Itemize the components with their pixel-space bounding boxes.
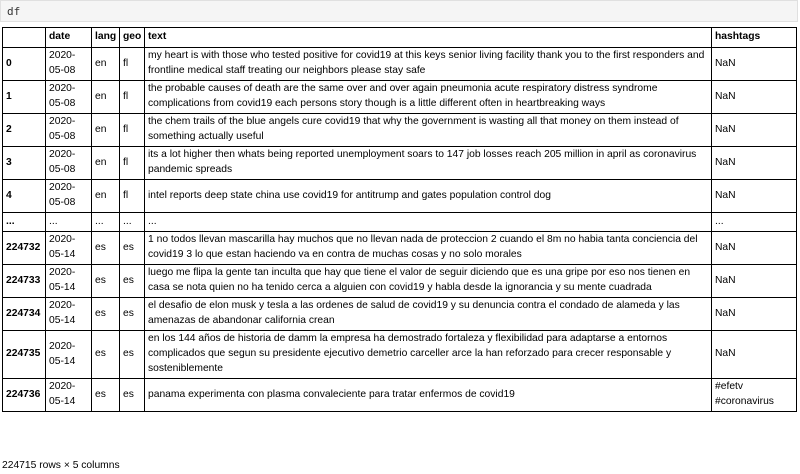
cell-hashtags	[712, 48, 797, 81]
row-index: 224734	[3, 298, 46, 331]
hashtag-value: NaN	[715, 241, 736, 253]
cell-text: the chem trails of the blue angels cure covid19 that why the government is wasting all that money on them instead of something actually useful	[145, 114, 712, 147]
column-header-date: date	[46, 28, 92, 48]
cell-date: 2020-05-08	[46, 147, 92, 180]
row-index: 224736	[3, 379, 46, 412]
header-row	[3, 28, 797, 48]
hashtag-value: NaN	[715, 348, 736, 360]
table-row	[3, 114, 797, 147]
cell-geo: fl	[120, 81, 145, 114]
table-row	[3, 379, 797, 412]
cell-date: 2020-05-08	[46, 48, 92, 81]
cell-hashtags	[712, 331, 797, 379]
hashtag-value: #coronavirus	[715, 396, 774, 407]
cell-geo: fl	[120, 147, 145, 180]
hashtag-value: NaN	[715, 123, 736, 135]
cell-date: ...	[46, 213, 92, 232]
cell-lang: es	[92, 331, 120, 379]
dataframe-table	[2, 27, 797, 412]
cell-hashtags	[712, 180, 797, 213]
hashtag-value: NaN	[715, 274, 736, 286]
row-index: 0	[3, 48, 46, 81]
hashtag-value: ...	[715, 215, 724, 227]
cell-text: luego me flipa la gente tan inculta que hay que tiene el valor de seguir diciendo que es una gripe por eso nos tienen en casa se nota quien no ha tenido cerca a alguien con covid19 y habla desde la ignorancia y su mente cuadrada	[145, 265, 712, 298]
hashtag-value: NaN	[715, 90, 736, 102]
cell-lang: es	[92, 298, 120, 331]
cell-date: 2020-05-08	[46, 180, 92, 213]
row-count-summary: 224715 rows × 5 columns	[2, 460, 120, 471]
cell-geo: fl	[120, 180, 145, 213]
cell-geo: fl	[120, 48, 145, 81]
cell-text: the probable causes of death are the same over and over again pneumonia acute respiratory distress syndrome complications from covid19 each persons story though is a little different often in heartbreaking ways	[145, 81, 712, 114]
column-header-text: text	[145, 28, 712, 48]
cell-lang: en	[92, 180, 120, 213]
cell-lang: en	[92, 81, 120, 114]
row-index: ...	[3, 213, 46, 232]
cell-hashtags	[712, 81, 797, 114]
cell-hashtags	[712, 232, 797, 265]
cell-lang: es	[92, 232, 120, 265]
cell-text: el desafio de elon musk y tesla a las ordenes de salud de covid19 y su denuncia contra el condado de alameda y las amenazas de abandonar california crean	[145, 298, 712, 331]
code-text: df	[7, 5, 21, 18]
cell-geo: es	[120, 298, 145, 331]
cell-hashtags	[712, 298, 797, 331]
cell-lang: en	[92, 114, 120, 147]
row-index: 224732	[3, 232, 46, 265]
table-row	[3, 213, 797, 232]
row-index: 1	[3, 81, 46, 114]
cell-lang: en	[92, 48, 120, 81]
table-row	[3, 81, 797, 114]
table-row	[3, 331, 797, 379]
cell-hashtags	[712, 147, 797, 180]
cell-text: its a lot higher then whats being reported unemployment soars to 147 job losses reach 205 million in april as coronavirus pandemic spreads	[145, 147, 712, 180]
table-row	[3, 265, 797, 298]
cell-date: 2020-05-14	[46, 232, 92, 265]
row-index: 224733	[3, 265, 46, 298]
table-row	[3, 298, 797, 331]
hashtag-value: NaN	[715, 189, 736, 201]
hashtag-value: NaN	[715, 57, 736, 69]
cell-text: ...	[145, 213, 712, 232]
column-header-geo: geo	[120, 28, 145, 48]
cell-date: 2020-05-08	[46, 114, 92, 147]
cell-lang: es	[92, 379, 120, 412]
hashtag-value: NaN	[715, 307, 736, 319]
column-header-hashtags: hashtags	[712, 28, 797, 48]
cell-date: 2020-05-08	[46, 81, 92, 114]
row-index: 3	[3, 147, 46, 180]
hashtag-value: NaN	[715, 156, 736, 168]
cell-geo: fl	[120, 114, 145, 147]
code-input-cell[interactable]	[0, 0, 798, 22]
cell-geo: es	[120, 232, 145, 265]
column-header-lang: lang	[92, 28, 120, 48]
cell-text: 1 no todos llevan mascarilla hay muchos que no llevan nada de proteccion 2 cuando el 8m no habia tanta conciencia del covid19 3 lo que estan haciendo va en contra de muchas cosas y no solo morales	[145, 232, 712, 265]
cell-date: 2020-05-14	[46, 265, 92, 298]
cell-hashtags	[712, 379, 797, 412]
hashtag-value: #efetv	[715, 381, 744, 393]
cell-text: panama experimenta con plasma convaleciente para tratar enfermos de covid19	[145, 379, 712, 412]
cell-date: 2020-05-14	[46, 298, 92, 331]
cell-lang: es	[92, 265, 120, 298]
cell-geo: es	[120, 379, 145, 412]
cell-date: 2020-05-14	[46, 331, 92, 379]
cell-geo: es	[120, 331, 145, 379]
cell-lang: en	[92, 147, 120, 180]
row-index: 2	[3, 114, 46, 147]
table-row	[3, 147, 797, 180]
table-row	[3, 232, 797, 265]
cell-text: intel reports deep state china use covid19 for antitrump and gates population control dog	[145, 180, 712, 213]
table-row	[3, 180, 797, 213]
cell-geo: es	[120, 265, 145, 298]
cell-geo: ...	[120, 213, 145, 232]
cell-lang: ...	[92, 213, 120, 232]
cell-text: my heart is with those who tested positive for covid19 at this keys senior living facility thank you to the first responders and frontline medical staff treating our neighbors please stay safe	[145, 48, 712, 81]
cell-text: en los 144 años de historia de damm la empresa ha demostrado fortaleza y flexibilidad para adaptarse a entornos complicados que segun su presidente ejecutivo demetrio carceller arce la han reforzado para crecer responsable y sosteniblemente	[145, 331, 712, 379]
table-row	[3, 48, 797, 81]
row-index: 224735	[3, 331, 46, 379]
cell-hashtags	[712, 213, 797, 232]
cell-hashtags	[712, 265, 797, 298]
cell-hashtags	[712, 114, 797, 147]
cell-date: 2020-05-14	[46, 379, 92, 412]
row-index: 4	[3, 180, 46, 213]
index-header	[3, 28, 46, 48]
